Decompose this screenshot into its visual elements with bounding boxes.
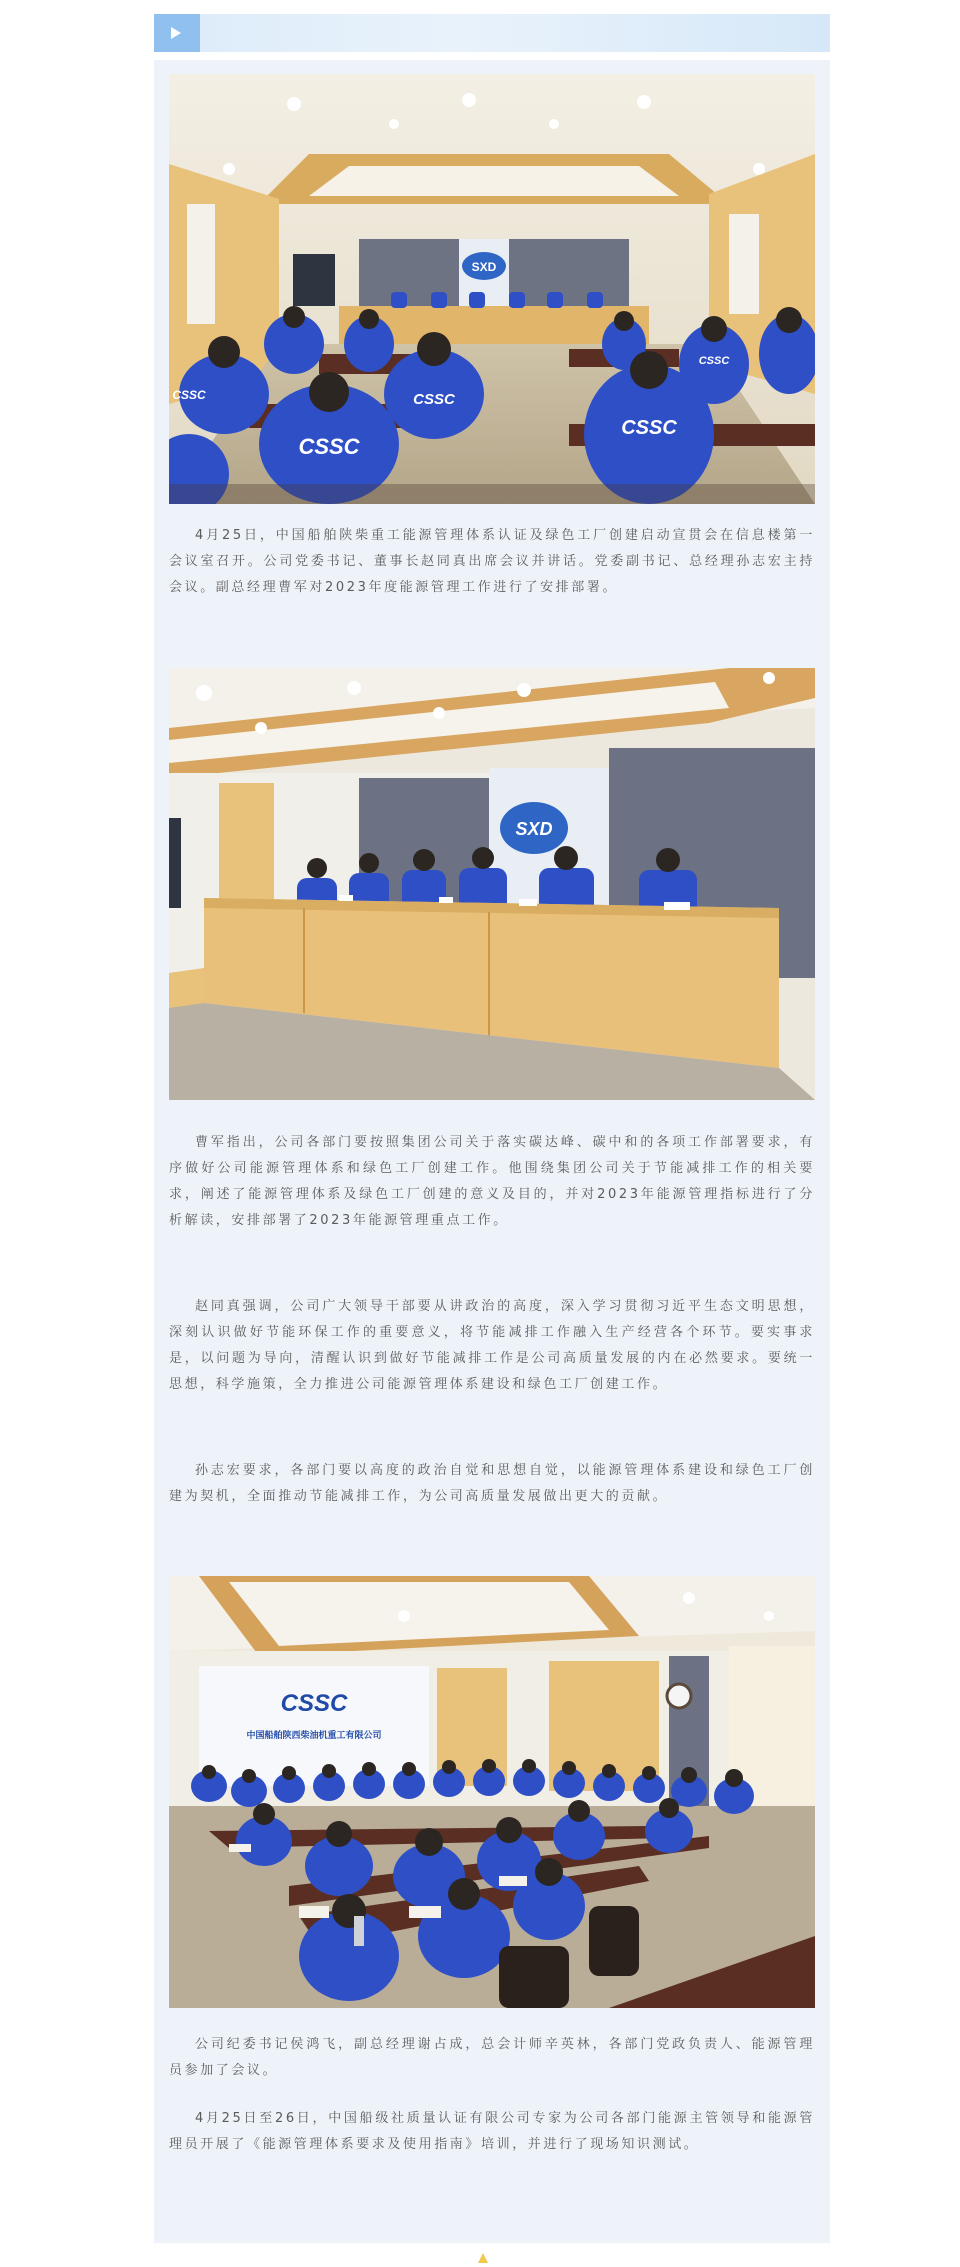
svg-text:CSSC: CSSC (413, 391, 455, 408)
article-content-panel (154, 60, 830, 2243)
paragraph-4: 孙志宏要求，各部门要以高度的政治自觉和思想自觉，以能源管理体系建设和绿色工厂创建为契机，全面推动节能减排工作，为公司高质量发展做出更大的贡献。 (169, 1463, 815, 1504)
svg-text:SXD: SXD (515, 819, 553, 839)
paragraph-3: 赵同真强调，公司广大领导干部要从讲政治的高度，深入学习贯彻习近平生态文明思想，深刻认识做好节能环保工作的重要意义，将节能减排工作融入生产经营各个环节。要实事求是，以问题为导向，清醒认识到做好节能减排工作是公司高质量发展的内在必然要求。要统一思想，科学施策，全力推进公司能源管理体系建设和绿色工厂创建工作。 (169, 1299, 815, 1392)
svg-text:中国船舶陕西柴油机重工有限公司: 中国船舶陕西柴油机重工有限公司 (246, 1731, 382, 1741)
section-header-bar (154, 14, 830, 52)
bottom-decoration-icon (478, 2248, 488, 2258)
svg-text:SXD: SXD (471, 260, 497, 274)
meeting-photo-2 (169, 668, 815, 1100)
paragraph-6: 4月25日至26日，中国船级社质量认证有限公司专家为公司各部门能源主管领导和能源管理员开展了《能源管理体系要求及使用指南》培训，并进行了现场知识测试。 (169, 2111, 815, 2152)
paragraph-2: 曹军指出，公司各部门要按照集团公司关于落实碳达峰、碳中和的各项工作部署要求，有序做好公司能源管理体系和绿色工厂创建工作。他围绕集团公司关于节能减排工作的相关要求，阐述了能源管理体系及绿色工厂创建的意义及目的，并对2023年能源管理指标进行了分析解读，安排部署了2023年能源管理重点工作。 (169, 1135, 815, 1228)
paragraph-5: 公司纪委书记侯鸿飞，副总经理谢占成，总会计师辛英林，各部门党政负责人、能源管理员参加了会议。 (169, 2037, 815, 2078)
paragraph-1: 4月25日，中国船舶陕柴重工能源管理体系认证及绿色工厂创建启动宣贯会在信息楼第一会议室召开。公司党委书记、董事长赵同真出席会议并讲话。党委副书记、总经理孙志宏主持会议。副总经理曹军对2023年度能源管理工作进行了安排部署。 (169, 528, 815, 595)
svg-text:CSSC: CSSC (621, 417, 677, 439)
header-marker (154, 14, 200, 52)
svg-text:CSSC: CSSC (172, 388, 206, 402)
svg-text:CSSC: CSSC (280, 1690, 348, 1717)
meeting-photo-3 (169, 1576, 815, 2008)
meeting-photo-1 (169, 74, 815, 504)
svg-text:CSSC: CSSC (698, 355, 730, 367)
svg-text:CSSC: CSSC (298, 434, 360, 459)
